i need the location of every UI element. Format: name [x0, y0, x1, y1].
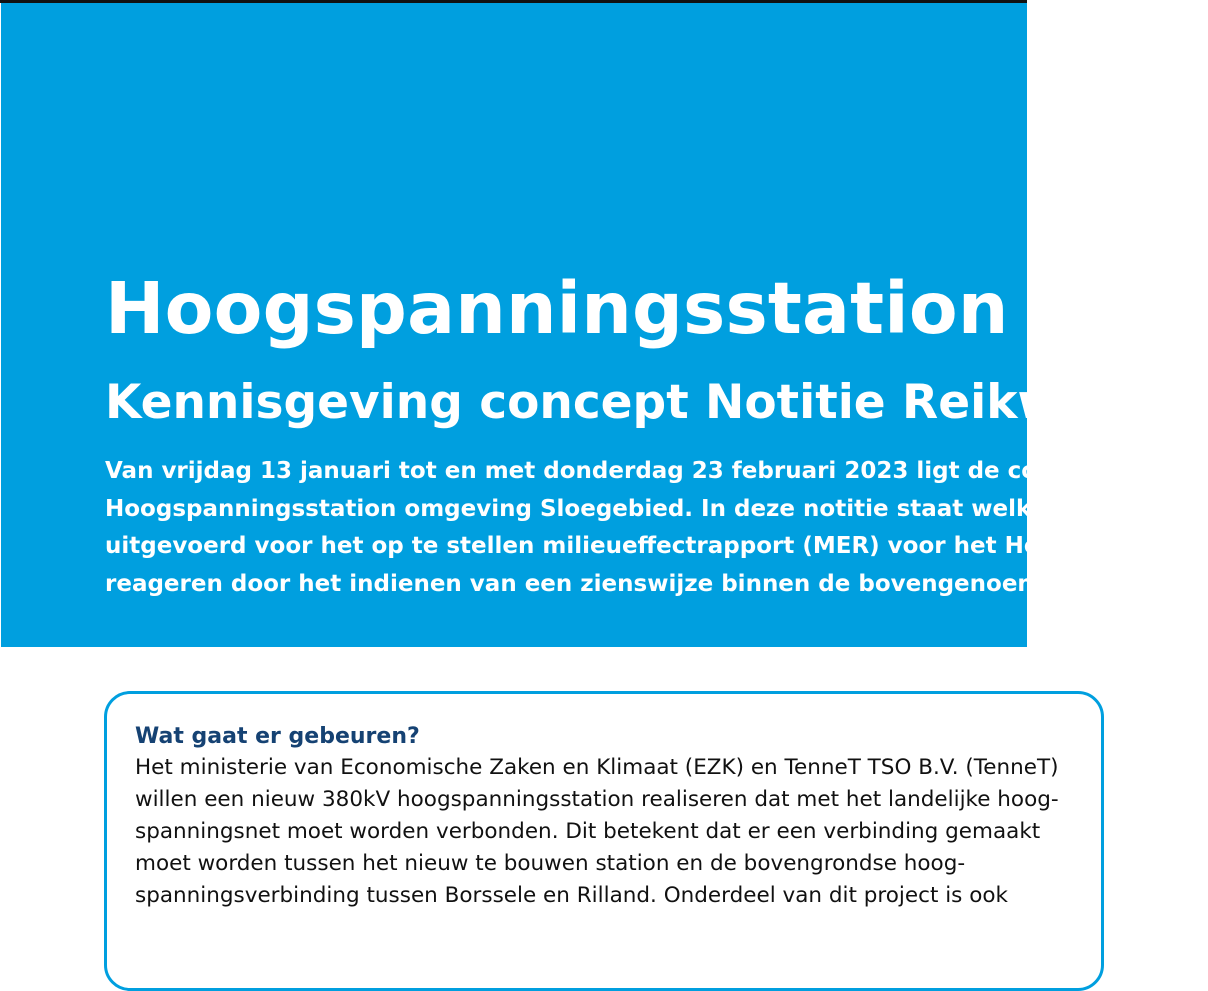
page-subtitle: Kennisgeving concept Notitie Reikw [105, 375, 1061, 430]
intro-line: Hoogspanningsstation omgeving Sloegebied. In deze notitie staat welke [105, 495, 1047, 522]
body-line: spanningsverbinding tussen Borssele en Rilland. Onderdeel van dit project is ook [135, 883, 1008, 908]
intro-line: Van vrijdag 13 januari tot en met donderdag 23 februari 2023 ligt de concep [105, 458, 1100, 484]
page-title: Hoogspanningsstation omg [105, 267, 1208, 350]
info-box-body [135, 752, 1059, 912]
info-box-heading: Wat gaat er gebeuren? [135, 724, 420, 749]
body-line: moet worden tussen het nieuw te bouwen station en de bovengrondse hoog- [135, 851, 966, 876]
intro-line: reageren door het indienen van een zienswijze binnen de bovengenoem [105, 570, 1042, 597]
body-line: spanningsnet moet worden verbonden. Dit betekent dat er een verbinding gemaakt [135, 819, 1041, 844]
body-line: willen een nieuw 380kV hoogspanningsstation realiseren dat met het landelijke hoog- [135, 787, 1059, 812]
body-line: Het ministerie van Economische Zaken en Klimaat (EZK) en TenneT TSO B.V. (TenneT) [135, 755, 1059, 780]
hero-banner [1, 3, 1208, 647]
info-box [104, 691, 1104, 991]
intro-line: uitgevoerd voor het op te stellen milieueffectrapport (MER) voor het Hoo [105, 533, 1056, 559]
intro-paragraph [105, 453, 1099, 603]
